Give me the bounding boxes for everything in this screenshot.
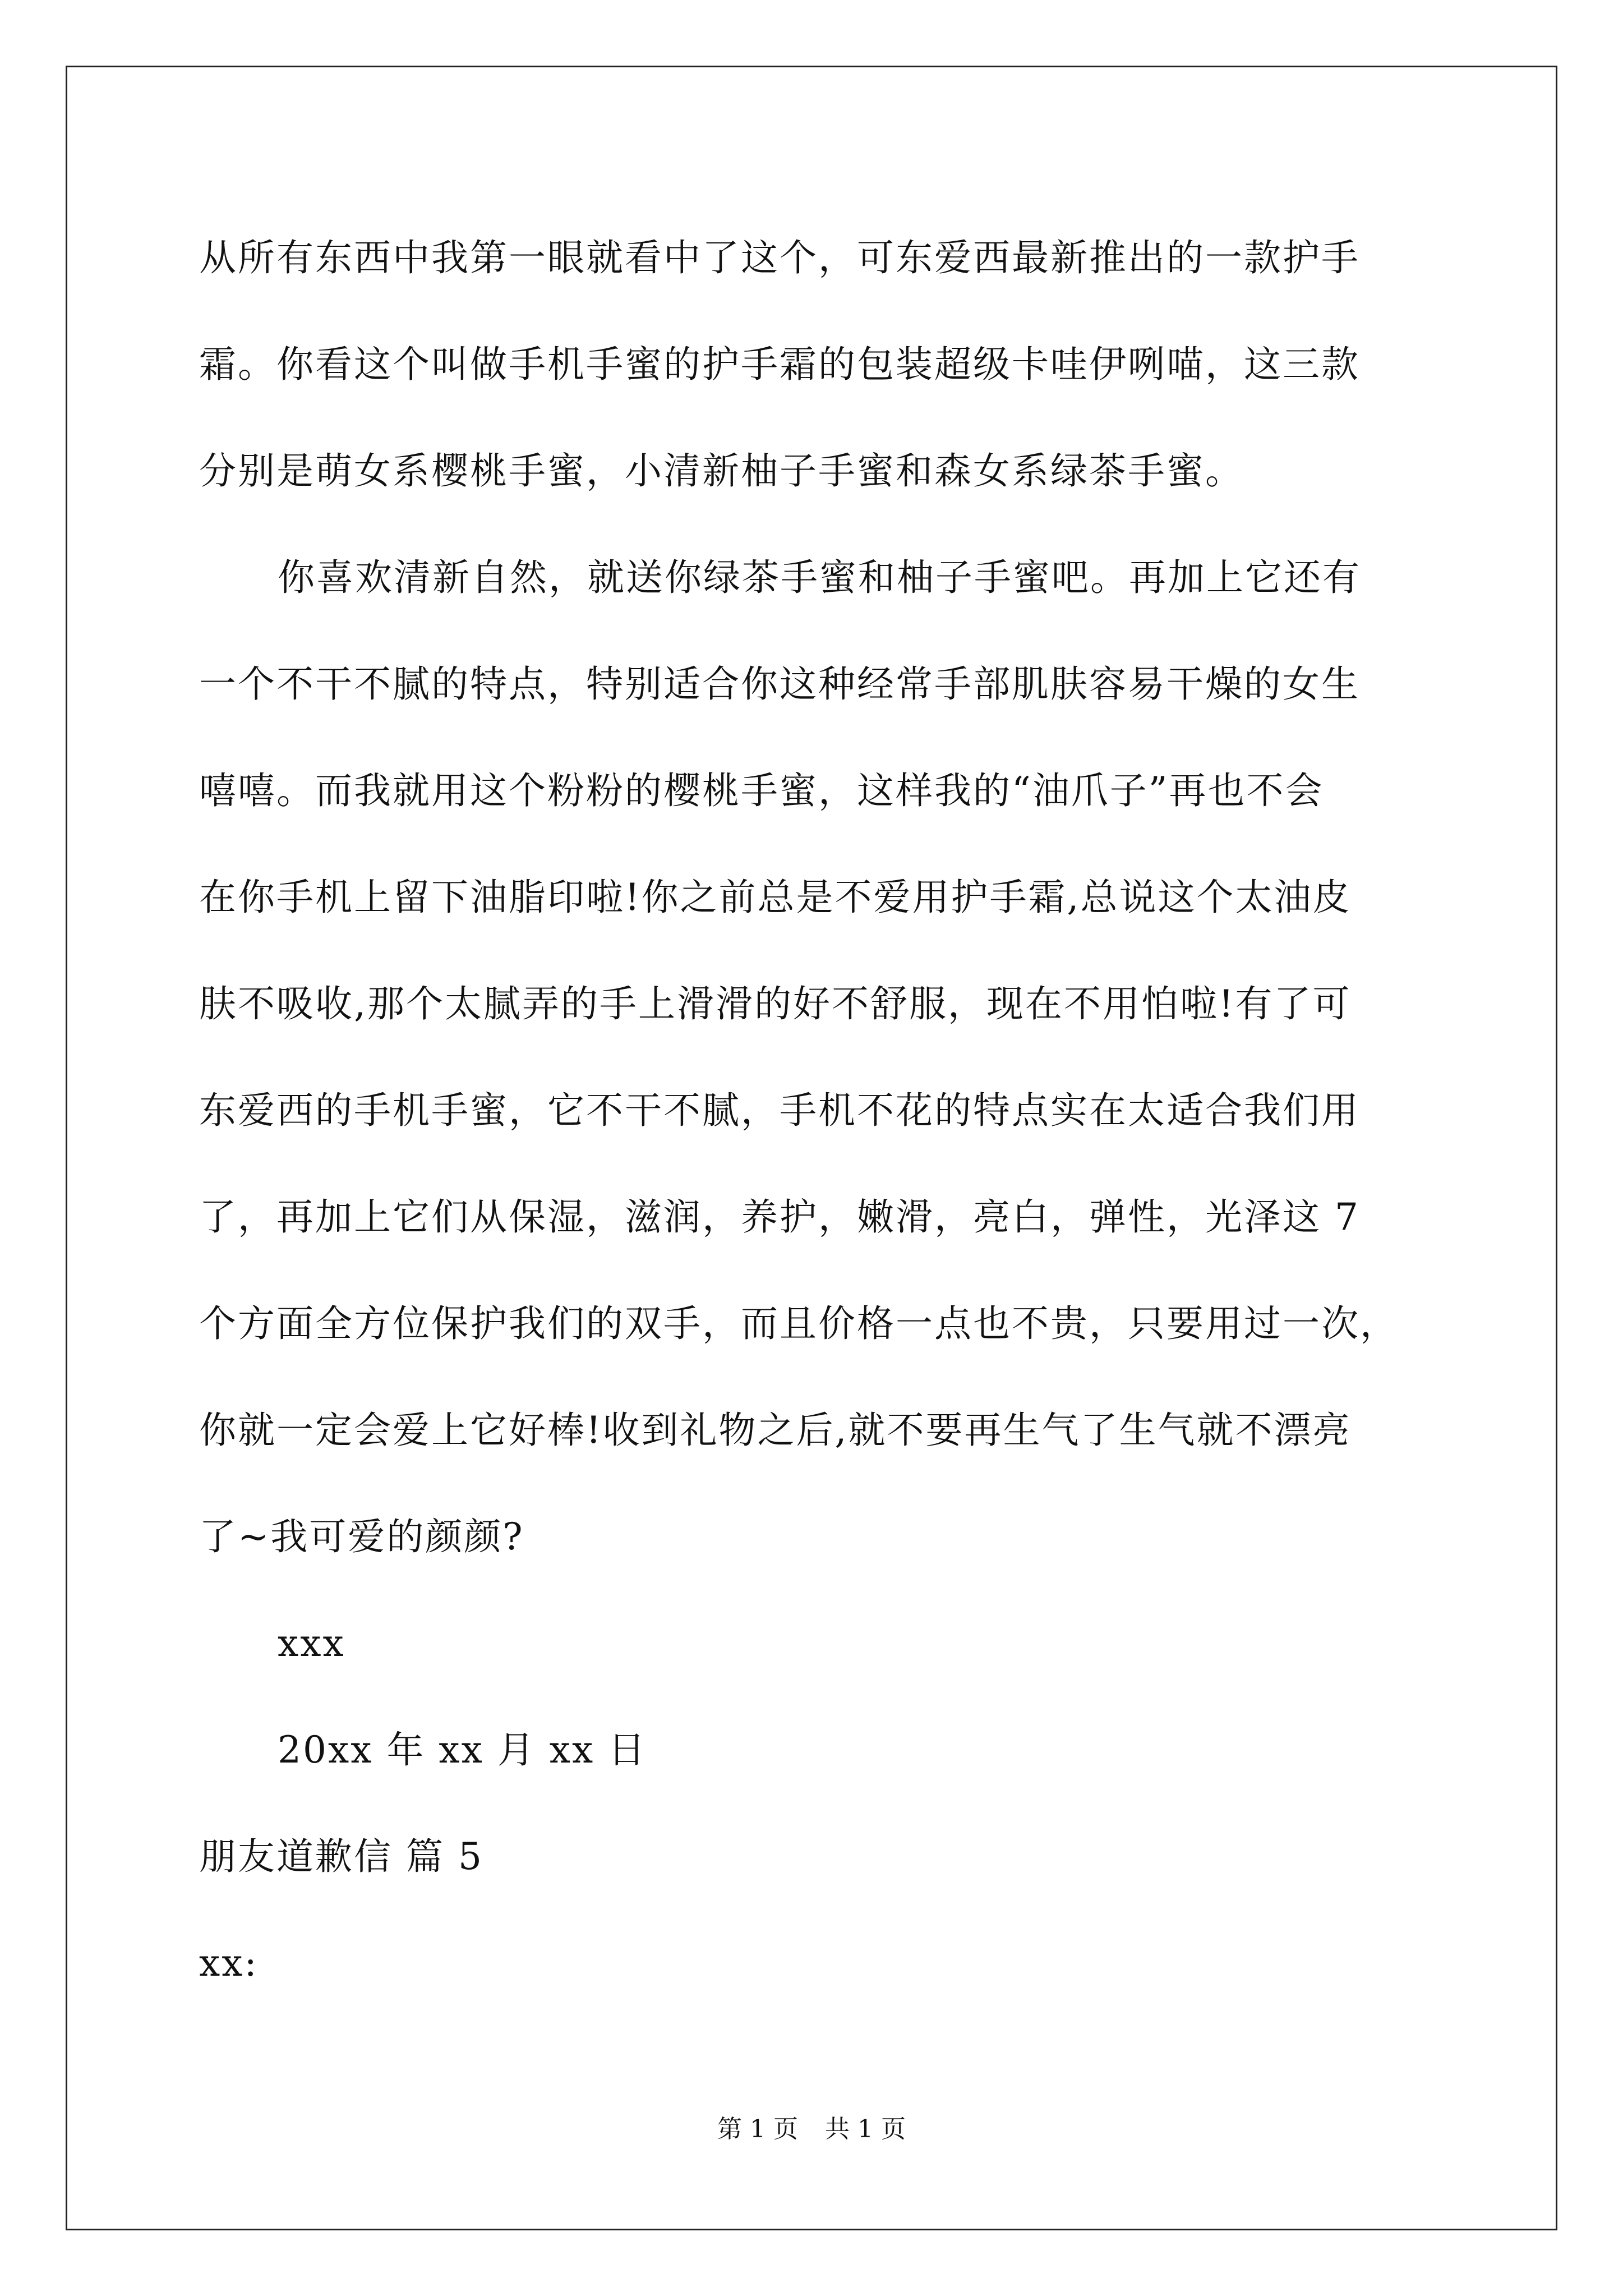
paragraph-line: 霜。你看这个叫做手机手蜜的护手霜的包装超级卡哇伊咧喵，这三款 — [199, 343, 1360, 386]
paragraph-line: 在你手机上留下油脂印啦!你之前总是不爱用护手霜,总说这个太油皮 — [199, 876, 1352, 919]
paragraph-line: 从所有东西中我第一眼就看中了这个，可东爱西最新推出的一款护手 — [199, 236, 1360, 279]
paragraph-line: 了，再加上它们从保湿，滋润，养护，嫩滑，亮白，弹性，光泽这 7 — [199, 1195, 1360, 1239]
paragraph-line: 嘻嘻。而我就用这个粉粉的樱桃手蜜，这样我的“油爪子”再也不会 — [199, 769, 1324, 812]
paragraph-line: 你喜欢清新自然，就送你绿茶手蜜和柚子手蜜吧。再加上它还有 — [278, 556, 1361, 599]
paragraph-line: 一个不干不腻的特点，特别适合你这种经常手部肌肤容易干燥的女生 — [199, 662, 1360, 706]
section-heading: 朋友道歉信 篇 5 — [199, 1835, 483, 1878]
paragraph-line: 了~我可爱的颜颜? — [199, 1515, 524, 1558]
paragraph-line: 肤不吸收,那个太腻弄的手上滑滑的好不舒服，现在不用怕啦!有了可 — [199, 982, 1352, 1025]
paragraph-line: 分别是萌女系樱桃手蜜，小清新柚子手蜜和森女系绿茶手蜜。 — [199, 449, 1244, 493]
paragraph-line: 个方面全方位保护我们的双手，而且价格一点也不贵，只要用过一次， — [199, 1302, 1399, 1345]
document-body — [199, 205, 1433, 2017]
paragraph-line: 你就一定会爱上它好棒!收到礼物之后,就不要再生气了生气就不漂亮 — [199, 1409, 1352, 1452]
salutation: xx: — [199, 1941, 259, 1985]
signature-date: 20xx 年 xx 月 xx 日 — [278, 1728, 647, 1772]
page-number-total: 共 1 页 — [825, 2115, 906, 2143]
page-footer — [0, 2113, 1623, 2146]
page-number-current: 第 1 页 — [717, 2115, 798, 2143]
signature-name: xxx — [278, 1622, 345, 1665]
paragraph-line: 东爱西的手机手蜜，它不干不腻，手机不花的特点实在太适合我们用 — [199, 1089, 1360, 1132]
